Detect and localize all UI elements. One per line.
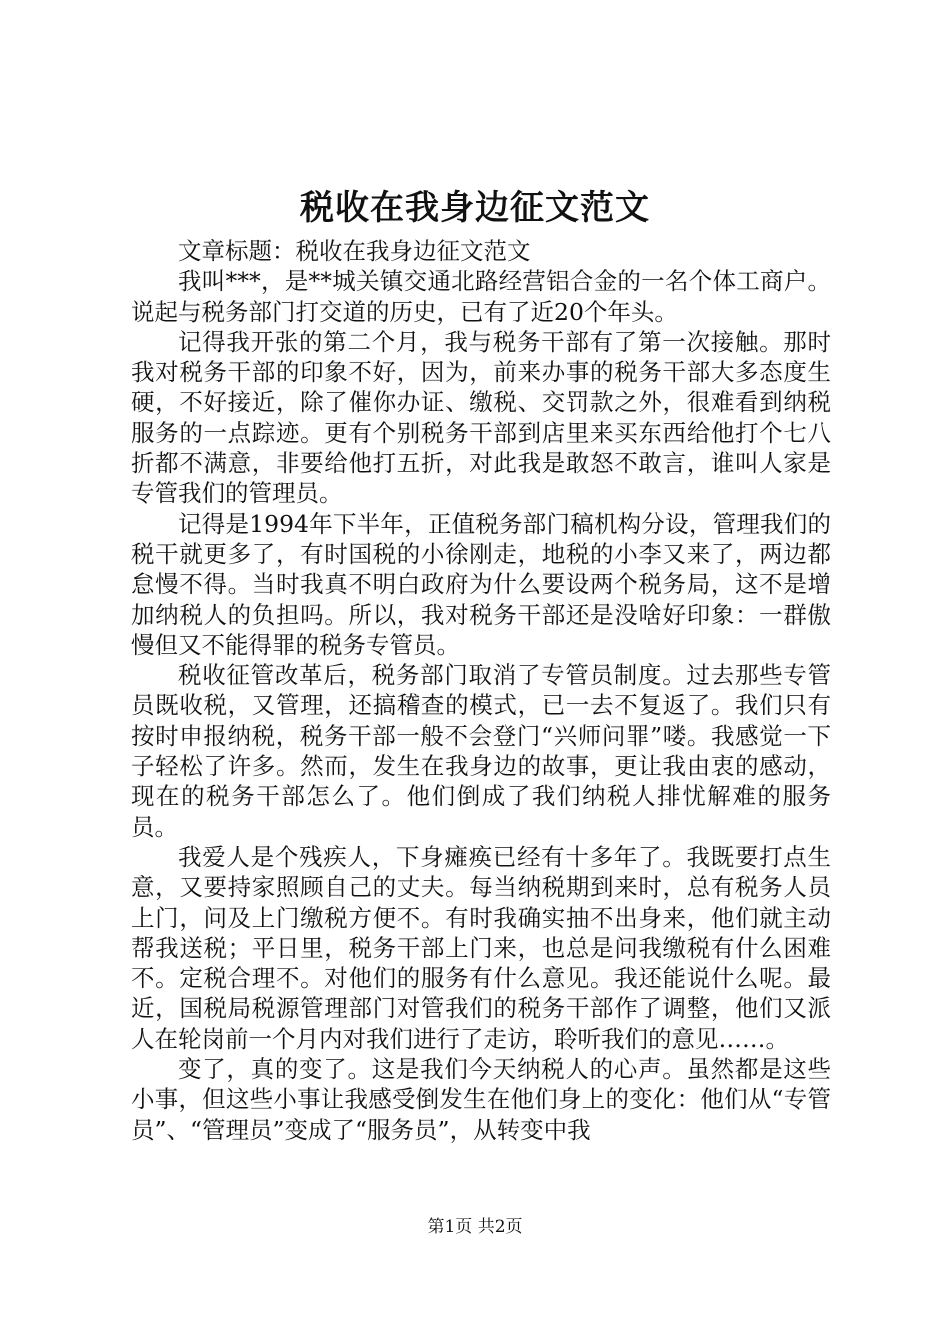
paragraph: 记得是1994年下半年，正值税务部门稿机构分设，管理我们的税干就更多了，有时国税的小徐刚走，地税的小李又来了，两边都怠慢不得。当时我真不明白政府为什么要设两个税务局，这不是增加纳税人的负担吗。所以，我对税务干部还是没啥好印象：一群傲慢但又不能得罪的税务专管员。 xyxy=(131,509,831,659)
document-body xyxy=(131,236,831,1145)
paragraph: 我叫***，是**城关镇交通北路经营铝合金的一名个体工商户。说起与税务部门打交道的历史，已有了近20个年头。 xyxy=(131,267,831,326)
paragraph: 变了，真的变了。这是我们今天纳税人的心声。虽然都是这些小事，但这些小事让我感受倒发生在他们身上的变化：他们从“专管员”、“管理员”变成了“服务员”，从转变中我 xyxy=(131,1055,831,1144)
paragraph: 我爱人是个残疾人，下身瘫痪已经有十多年了。我既要打点生意，又要持家照顾自己的丈夫。每当纳税期到来时，总有税务人员上门，问及上门缴税方便不。有时我确实抽不出身来，他们就主动帮我送税；平日里，税务干部上门来，也总是问我缴税有什么困难不。定税合理不。对他们的服务有什么意见。我还能说什么呢。最近，国税局税源管理部门对管我们的税务干部作了调整，他们又派人在轮岗前一个月内对我们进行了走访，聆听我们的意见……。 xyxy=(131,842,831,1053)
paragraph-article-title: 文章标题：税收在我身边征文范文 xyxy=(178,237,531,265)
paragraph: 税收征管改革后，税务部门取消了专管员制度。过去那些专管员既收税，又管理，还搞稽查的模式，已一去不复返了。我们只有按时申报纳税，税务干部一般不会登门“兴师问罪”喽。我感觉一下子轻松了许多。然而，发生在我身边的故事，更让我由衷的感动，现在的税务干部怎么了。他们倒成了我们纳税人排忧解难的服务员。 xyxy=(131,661,831,841)
paragraph: 记得我开张的第二个月，我与税务干部有了第一次接触。那时我对税务干部的印象不好，因为，前来办事的税务干部大多态度生硬，不好接近，除了催你办证、缴税、交罚款之外，很难看到纳税服务的一点踪迹。更有个别税务干部到店里来买东西给他打个七八折都不满意，非要给他打五折，对此我是敢怒不敢言，谁叫人家是专管我们的管理员。 xyxy=(131,327,831,508)
document-title: 税收在我身边征文范文 xyxy=(300,188,650,228)
page-footer: 第1页 共2页 xyxy=(427,1217,523,1237)
